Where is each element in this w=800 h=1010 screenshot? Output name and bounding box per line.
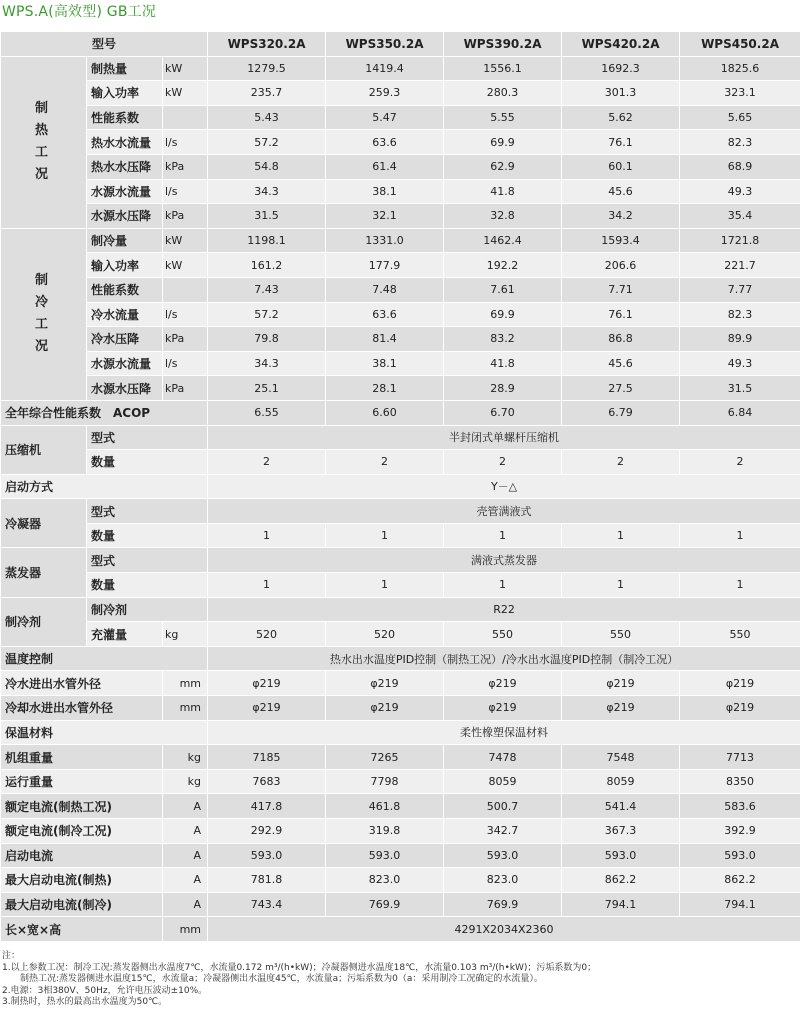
spec-row [1, 794, 800, 819]
model-name: WPS390.2A [444, 32, 562, 57]
value-cell: 1462.4 [444, 228, 562, 253]
value-cell: 161.2 [208, 253, 326, 278]
param-label: 热水水流量 [87, 130, 163, 155]
value-cell: 32.1 [326, 204, 444, 229]
value-cell: 63.6 [326, 130, 444, 155]
value-cell: 7185 [208, 745, 326, 770]
value-cell: 5.55 [444, 105, 562, 130]
dimensions-unit: mm [163, 917, 208, 942]
heating-label: 制 热 工 况 [1, 56, 87, 228]
type-label: 型式 [87, 548, 208, 573]
value-cell: 323.1 [680, 81, 800, 106]
param-label: 最大启动电流(制冷) [1, 892, 163, 917]
value-cell: 794.1 [562, 892, 680, 917]
pipe-row [1, 671, 800, 696]
dimensions-label: 长×宽×高 [1, 917, 163, 942]
value-cell: 86.8 [562, 327, 680, 352]
value-cell: 823.0 [444, 868, 562, 893]
value-cell: 862.2 [562, 868, 680, 893]
value-cell: 34.3 [208, 179, 326, 204]
param-unit: kW [163, 56, 208, 81]
cooling-row [1, 277, 800, 302]
value-cell: 1 [208, 523, 326, 548]
value-cell: 1 [680, 573, 800, 598]
value-cell: 2 [444, 450, 562, 475]
param-unit [163, 105, 208, 130]
value-cell: 89.9 [680, 327, 800, 352]
value-cell: 769.9 [444, 892, 562, 917]
condenser-label: 冷凝器 [1, 499, 87, 548]
value-cell: 8059 [444, 769, 562, 794]
value-cell: 49.3 [680, 179, 800, 204]
value-cell: φ219 [326, 671, 444, 696]
value-cell: 76.1 [562, 130, 680, 155]
value-cell: 7.43 [208, 277, 326, 302]
value-cell: 177.9 [326, 253, 444, 278]
value-cell: 206.6 [562, 253, 680, 278]
value-cell: φ219 [562, 696, 680, 721]
param-unit: kg [163, 745, 208, 770]
param-unit: kPa [163, 327, 208, 352]
value-cell: 550 [562, 622, 680, 647]
value-cell: 2 [680, 450, 800, 475]
value-cell: 500.7 [444, 794, 562, 819]
heating-row [1, 81, 800, 106]
qty-label: 数量 [87, 523, 208, 548]
spec-row [1, 769, 800, 794]
value-cell: 25.1 [208, 376, 326, 401]
param-unit: l/s [163, 302, 208, 327]
charge-unit: kg [163, 622, 208, 647]
value-cell: 541.4 [562, 794, 680, 819]
value-cell: φ219 [680, 696, 800, 721]
param-unit: l/s [163, 179, 208, 204]
value-cell: 45.6 [562, 179, 680, 204]
value-cell: 1 [562, 573, 680, 598]
value-cell: 6.79 [562, 400, 680, 425]
startup-value: Y－△ [208, 474, 800, 499]
param-label: 额定电流(制热工况) [1, 794, 163, 819]
cooling-label: 制 冷 工 况 [1, 228, 87, 400]
note-line: 1.以上参数工况：制冷工况:蒸发器侧出水温度7℃，水流量0.172 m³/(h•kW)；冷凝器侧进水温度18℃，水流量0.103 m³/(h•kW)；污垢系数为0； [2, 962, 597, 973]
value-cell: 1593.4 [562, 228, 680, 253]
value-cell: 31.5 [680, 376, 800, 401]
temp-control-label: 温度控制 [1, 646, 208, 671]
value-cell: 54.8 [208, 154, 326, 179]
value-cell: 583.6 [680, 794, 800, 819]
value-cell: 63.6 [326, 302, 444, 327]
condenser-qty-row [1, 523, 800, 548]
type-value: R22 [208, 597, 800, 622]
value-cell: 7683 [208, 769, 326, 794]
note-line: 注： [2, 951, 21, 961]
value-cell: 392.9 [680, 819, 800, 844]
value-cell: 823.0 [326, 868, 444, 893]
evaporator-label: 蒸发器 [1, 548, 87, 597]
value-cell: 41.8 [444, 179, 562, 204]
value-cell: 593.0 [562, 843, 680, 868]
model-name: WPS450.2A [680, 32, 800, 57]
value-cell: 31.5 [208, 204, 326, 229]
type-label: 型式 [87, 499, 208, 524]
model-name: WPS320.2A [208, 32, 326, 57]
value-cell: 38.1 [326, 351, 444, 376]
pipe-unit: mm [163, 671, 208, 696]
value-cell: 61.4 [326, 154, 444, 179]
param-unit: kPa [163, 204, 208, 229]
value-cell: 1721.8 [680, 228, 800, 253]
value-cell: 57.2 [208, 302, 326, 327]
value-cell: 593.0 [680, 843, 800, 868]
value-cell: φ219 [680, 671, 800, 696]
param-label: 水源水流量 [87, 351, 163, 376]
value-cell: φ219 [208, 671, 326, 696]
qty-label: 数量 [87, 573, 208, 598]
value-cell: 8350 [680, 769, 800, 794]
refrigerant-type-row [1, 597, 800, 622]
refrigerant-label: 制冷剂 [1, 597, 87, 646]
condenser-type-row [1, 499, 800, 524]
value-cell: 781.8 [208, 868, 326, 893]
type-label: 制冷剂 [87, 597, 208, 622]
param-label: 性能系数 [87, 277, 163, 302]
compressor-qty-row [1, 450, 800, 475]
value-cell: 2 [562, 450, 680, 475]
value-cell: 520 [208, 622, 326, 647]
spec-row [1, 892, 800, 917]
heating-row [1, 154, 800, 179]
cooling-row [1, 327, 800, 352]
evaporator-type-row [1, 548, 800, 573]
startup-row [1, 474, 800, 499]
param-unit: A [163, 843, 208, 868]
param-label: 启动电流 [1, 843, 163, 868]
value-cell: 5.65 [680, 105, 800, 130]
param-label: 额定电流(制冷工况) [1, 819, 163, 844]
header-row [1, 32, 800, 57]
spec-row [1, 843, 800, 868]
refrigerant-charge-row [1, 622, 800, 647]
value-cell: 28.1 [326, 376, 444, 401]
value-cell: 7713 [680, 745, 800, 770]
pipe-label: 冷水进出水管外径 [1, 671, 163, 696]
value-cell: 862.2 [680, 868, 800, 893]
value-cell: 76.1 [562, 302, 680, 327]
type-value: 半封闭式单螺杆压缩机 [208, 425, 800, 450]
acop-row [1, 400, 800, 425]
param-label: 性能系数 [87, 105, 163, 130]
compressor-type-row [1, 425, 800, 450]
param-label: 制热量 [87, 56, 163, 81]
temp-control-value: 热水出水温度PID控制（制热工况）/冷水出水温度PID控制（制冷工况） [208, 646, 800, 671]
value-cell: 1 [326, 523, 444, 548]
value-cell: 28.9 [444, 376, 562, 401]
param-label: 冷水流量 [87, 302, 163, 327]
value-cell: 1 [444, 573, 562, 598]
param-unit: kW [163, 228, 208, 253]
value-cell: 5.43 [208, 105, 326, 130]
value-cell: 550 [680, 622, 800, 647]
value-cell: 82.3 [680, 130, 800, 155]
value-cell: 1 [326, 573, 444, 598]
pipe-row [1, 696, 800, 721]
value-cell: 69.9 [444, 130, 562, 155]
value-cell: 301.3 [562, 81, 680, 106]
param-label: 运行重量 [1, 769, 163, 794]
value-cell: 1 [562, 523, 680, 548]
spec-table [0, 31, 800, 942]
param-label: 冷水压降 [87, 327, 163, 352]
param-label: 制冷量 [87, 228, 163, 253]
param-label: 输入功率 [87, 253, 163, 278]
value-cell: φ219 [444, 671, 562, 696]
heating-row [1, 179, 800, 204]
value-cell: 769.9 [326, 892, 444, 917]
value-cell: φ219 [326, 696, 444, 721]
spec-row [1, 819, 800, 844]
value-cell: 81.4 [326, 327, 444, 352]
value-cell: 520 [326, 622, 444, 647]
value-cell: 6.70 [444, 400, 562, 425]
value-cell: 2 [208, 450, 326, 475]
insulation-value: 柔性橡塑保温材料 [208, 720, 800, 745]
value-cell: 7478 [444, 745, 562, 770]
page-title: WPS.A(高效型) GB工况 [2, 4, 157, 20]
insulation-row [1, 720, 800, 745]
value-cell: 593.0 [326, 843, 444, 868]
value-cell: 550 [444, 622, 562, 647]
param-label: 水源水流量 [87, 179, 163, 204]
value-cell: 6.55 [208, 400, 326, 425]
param-label: 水源水压降 [87, 204, 163, 229]
value-cell: 1331.0 [326, 228, 444, 253]
value-cell: 1419.4 [326, 56, 444, 81]
value-cell: 417.8 [208, 794, 326, 819]
value-cell: 1198.1 [208, 228, 326, 253]
value-cell: 79.8 [208, 327, 326, 352]
value-cell: 38.1 [326, 179, 444, 204]
value-cell: 69.9 [444, 302, 562, 327]
value-cell: 743.4 [208, 892, 326, 917]
param-label: 热水水压降 [87, 154, 163, 179]
model-name: WPS420.2A [562, 32, 680, 57]
value-cell: φ219 [562, 671, 680, 696]
cooling-row [1, 302, 800, 327]
heating-row [1, 204, 800, 229]
value-cell: 593.0 [208, 843, 326, 868]
param-unit: A [163, 819, 208, 844]
value-cell: 1692.3 [562, 56, 680, 81]
value-cell: 57.2 [208, 130, 326, 155]
param-unit: A [163, 868, 208, 893]
value-cell: 7798 [326, 769, 444, 794]
param-unit: kg [163, 769, 208, 794]
value-cell: 68.9 [680, 154, 800, 179]
value-cell: 5.47 [326, 105, 444, 130]
param-label: 水源水压降 [87, 376, 163, 401]
dimensions-value: 4291X2034X2360 [208, 917, 800, 942]
acop-label: 全年综合性能系数 ACOP [1, 400, 208, 425]
compressor-label: 压缩机 [1, 425, 87, 474]
param-unit: kPa [163, 154, 208, 179]
param-unit: kPa [163, 376, 208, 401]
value-cell: 7.48 [326, 277, 444, 302]
value-cell: 6.60 [326, 400, 444, 425]
model-header: 型号 [1, 32, 208, 57]
value-cell: 192.2 [444, 253, 562, 278]
type-value: 壳管满液式 [208, 499, 800, 524]
cooling-row [1, 351, 800, 376]
note-line: 2.电源：3相380V、50Hz，允许电压波动±10%。 [2, 985, 208, 996]
cooling-row [1, 376, 800, 401]
note-line: 3.制热时，热水的最高出水温度为50℃。 [2, 997, 168, 1007]
value-cell: 1 [208, 573, 326, 598]
value-cell: 7.77 [680, 277, 800, 302]
value-cell: 82.3 [680, 302, 800, 327]
param-unit: A [163, 794, 208, 819]
param-unit: kW [163, 253, 208, 278]
value-cell: 27.5 [562, 376, 680, 401]
value-cell: 34.3 [208, 351, 326, 376]
heating-row [1, 105, 800, 130]
cooling-row [1, 228, 800, 253]
param-label: 输入功率 [87, 81, 163, 106]
value-cell: 2 [326, 450, 444, 475]
value-cell: 794.1 [680, 892, 800, 917]
param-unit: A [163, 892, 208, 917]
value-cell: 7548 [562, 745, 680, 770]
param-unit: l/s [163, 130, 208, 155]
charge-label: 充灌量 [87, 622, 163, 647]
cooling-row [1, 253, 800, 278]
value-cell: 5.62 [562, 105, 680, 130]
value-cell: 280.3 [444, 81, 562, 106]
value-cell: 342.7 [444, 819, 562, 844]
note-line: 制热工况:蒸发器侧进水温度15℃，水流量a；冷凝器侧出水温度45℃，水流量a；污垢系数为0（a：采用制冷工况确定的水流量）。 [2, 974, 543, 984]
insulation-label: 保温材料 [1, 720, 208, 745]
model-name: WPS350.2A [326, 32, 444, 57]
value-cell: 7.71 [562, 277, 680, 302]
value-cell: 45.6 [562, 351, 680, 376]
startup-label: 启动方式 [1, 474, 208, 499]
evaporator-qty-row [1, 573, 800, 598]
value-cell: 6.84 [680, 400, 800, 425]
param-unit: kW [163, 81, 208, 106]
dimensions-row [1, 917, 800, 942]
pipe-unit: mm [163, 696, 208, 721]
param-label: 最大启动电流(制热) [1, 868, 163, 893]
value-cell: 7.61 [444, 277, 562, 302]
value-cell: 319.8 [326, 819, 444, 844]
value-cell: φ219 [444, 696, 562, 721]
value-cell: 60.1 [562, 154, 680, 179]
value-cell: 1825.6 [680, 56, 800, 81]
type-label: 型式 [87, 425, 208, 450]
value-cell: 8059 [562, 769, 680, 794]
heating-row [1, 56, 800, 81]
value-cell: 41.8 [444, 351, 562, 376]
value-cell: 1 [680, 523, 800, 548]
value-cell: 235.7 [208, 81, 326, 106]
value-cell: 1 [444, 523, 562, 548]
value-cell: 62.9 [444, 154, 562, 179]
pipe-label: 冷却水进出水管外径 [1, 696, 163, 721]
value-cell: 259.3 [326, 81, 444, 106]
param-unit: l/s [163, 351, 208, 376]
param-label: 机组重量 [1, 745, 163, 770]
value-cell: 32.8 [444, 204, 562, 229]
value-cell: 1556.1 [444, 56, 562, 81]
value-cell: 34.2 [562, 204, 680, 229]
type-value: 满液式蒸发器 [208, 548, 800, 573]
value-cell: 221.7 [680, 253, 800, 278]
value-cell: 49.3 [680, 351, 800, 376]
qty-label: 数量 [87, 450, 208, 475]
footnotes [2, 951, 596, 1009]
value-cell: 593.0 [444, 843, 562, 868]
heating-row [1, 130, 800, 155]
value-cell: 7265 [326, 745, 444, 770]
temp-control-row [1, 646, 800, 671]
value-cell: φ219 [208, 696, 326, 721]
value-cell: 367.3 [562, 819, 680, 844]
spec-row [1, 868, 800, 893]
param-unit [163, 277, 208, 302]
value-cell: 83.2 [444, 327, 562, 352]
value-cell: 35.4 [680, 204, 800, 229]
spec-row [1, 745, 800, 770]
value-cell: 292.9 [208, 819, 326, 844]
value-cell: 461.8 [326, 794, 444, 819]
value-cell: 1279.5 [208, 56, 326, 81]
